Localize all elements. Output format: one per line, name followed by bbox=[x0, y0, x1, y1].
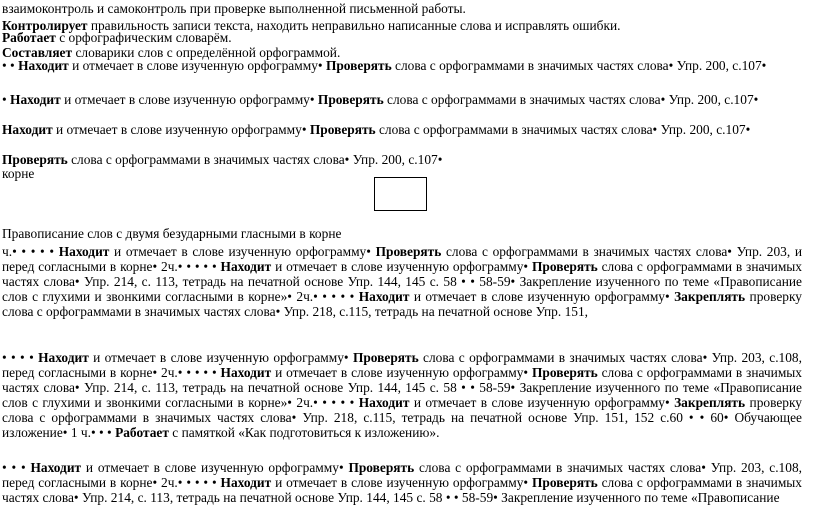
fragment-line: корне bbox=[2, 166, 35, 181]
header-line-1: взаимоконтроль и самоконтроль при проверке выполненной письменной работы. bbox=[2, 1, 466, 16]
paragraph-3: • • • Находит и отмечает в слове изученную орфограмму• Проверять слова с орфограммами в значимых частях слова• Упр. 203, с.108, перед согласными в корне• 2ч.• • • • • Находит и отмечает в слове изученную орфограмму• Проверять слова с орфограммами в значимых частях слова• Упр. 214, с. 113, тетрадь на печатной основе Упр. 144, 145 с. 58 • • 58-59• Закрепление изученного по теме «Правописание bbox=[2, 460, 802, 505]
topic-title: Правописание слов с двумя безударными гласными в корне bbox=[2, 226, 342, 241]
empty-frame-box bbox=[374, 177, 427, 211]
paragraph-2: • • • • Находит и отмечает в слове изученную орфограмму• Проверять слова с орфограммами в значимых частях слова• Упр. 203, с.108, перед согласными в корне• 2ч.• • • • • Находит и отмечает в слове изученную орфограмму• Проверять слова с орфограммами в значимых частях слова• Упр. 214, с. 113, тетрадь на печатной основе Упр. 144, 145 с. 58 • • 58-59• Закрепление изученного по теме «Правописание слов с глухими и звонкими согласными в корне»• 2ч.• • • • • Находит и отмечает в слове изученную орфограмму• Закреплять проверку слова с орфограммами в значимых частях слова• Упр. 218, с.115, тетрадь на печатной основе Упр. 151, 152 с.60 • • 60• Обучающее изложение• 1 ч.• • • Работает с памяткой «Как подготовиться к изложению». bbox=[2, 350, 802, 440]
competency-line-3: Находит и отмечает в слове изученную орфограмму• Проверять слова с орфограммами в значимых частях слова• Упр. 200, с.107• bbox=[2, 122, 751, 137]
paragraph-1: ч.• • • • • Находит и отмечает в слове изученную орфограмму• Проверять слова с орфограммами в значимых частях слова• Упр. 203, и перед согласными в корне• 2ч.• • • • • Находит и отмечает в слове изученную орфограмму• Проверять слова с орфограммами в значимых частях слова• Упр. 214, с. 113, тетрадь на печатной основе Упр. 144, 145 с. 58 • • 58-59• Закрепление изученного по теме «Правописание слов с глухими и звонкими согласными в корне»• 2ч.• • • • • Находит и отмечает в слове изученную орфограмму• Закреплять проверку слова с орфограммами в значимых частях слова• Упр. 218, с.115, тетрадь на печатной основе Упр. 151, bbox=[2, 244, 802, 319]
header-line-2: Контролирует правильность записи текста, находить неправильно написанные слова и исправлять ошибки. bbox=[2, 18, 621, 33]
competency-line-2: • Находит и отмечает в слове изученную орфограмму• Проверять слова с орфограммами в значимых частях слова• Упр. 200, с.107• bbox=[2, 92, 759, 107]
competency-line-1: • • Находит и отмечает в слове изученную орфограмму• Проверять слова с орфограммами в значимых частях слова• Упр. 200, с.107• bbox=[2, 58, 767, 73]
header-line-4: Составляет словарики слов с определённой орфограммой. bbox=[2, 45, 341, 60]
header-line-3: Работает с орфографическим словарём. bbox=[2, 30, 232, 45]
competency-line-4: Проверять слова с орфограммами в значимых частях слова• Упр. 200, с.107• bbox=[2, 152, 443, 167]
